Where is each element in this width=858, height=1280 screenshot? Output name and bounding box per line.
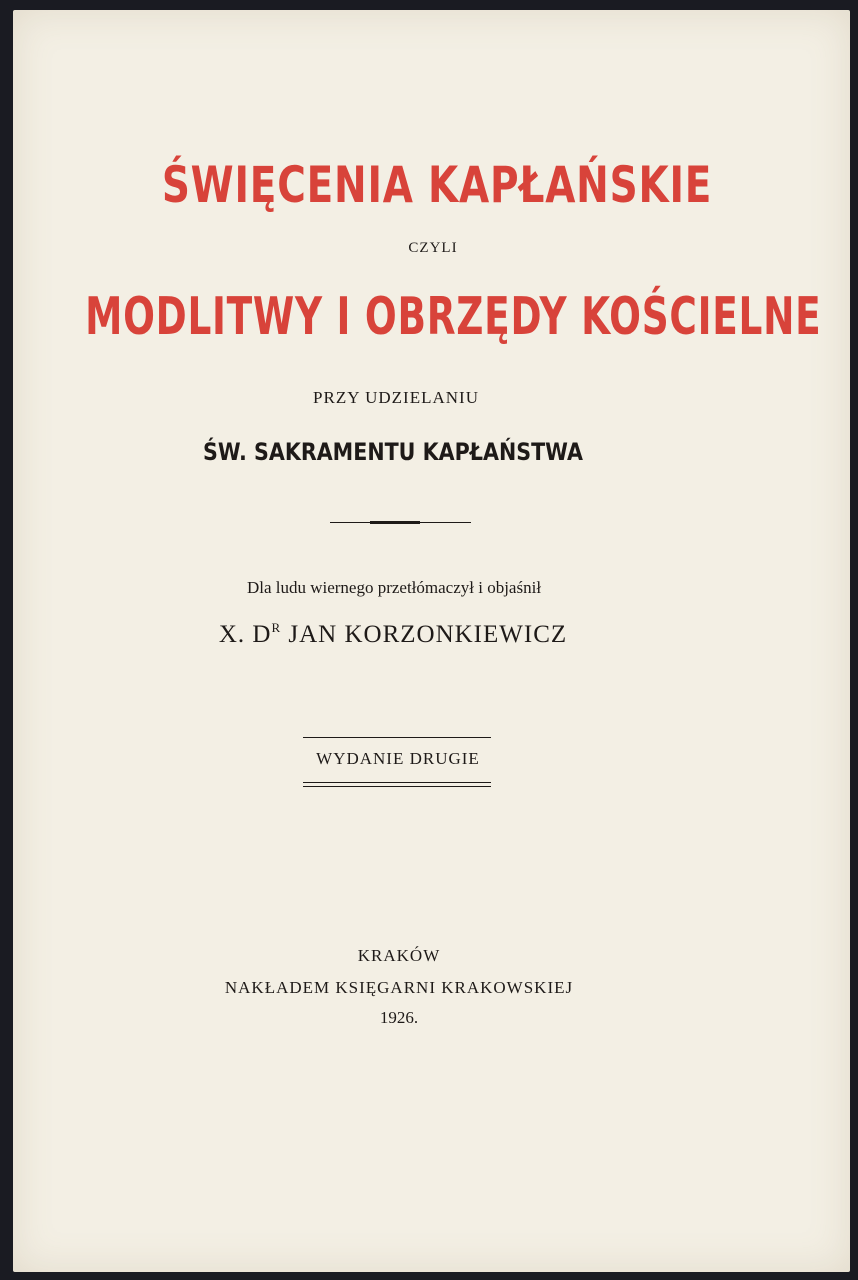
author-name: JAN KORZONKIEWICZ (288, 621, 568, 648)
preposition-line: PRZY UDZIELANIU (313, 388, 479, 407)
author-line (0, 620, 822, 649)
translator-line: Dla ludu wiernego przetłómaczył i objaśnił (246, 578, 542, 597)
second-title: MODLITWY I OBRZĘDY KOŚCIELNE (85, 287, 822, 347)
edition-rule-bottom-double (303, 786, 491, 787)
imprint-year: 1926. (379, 1008, 419, 1027)
ornamental-divider-center (370, 521, 420, 524)
main-title: ŚWIĘCENIA KAPŁAŃSKIE (161, 156, 713, 214)
edition-rule-bottom (303, 782, 491, 783)
edition-label: WYDANIE DRUGIE (316, 749, 480, 768)
author-prefix: X. D (218, 621, 272, 648)
edition-rule-top (303, 737, 491, 738)
author-superscript: R (271, 620, 282, 635)
title-connector: CZYLI (408, 240, 458, 256)
imprint-city: KRAKÓW (357, 946, 441, 965)
imprint-publisher: NAKŁADEM KSIĘGARNI KRAKOWSKIEJ (224, 978, 574, 997)
sacrament-line: ŚW. SAKRAMENTU KAPŁAŃSTWA (203, 438, 583, 466)
